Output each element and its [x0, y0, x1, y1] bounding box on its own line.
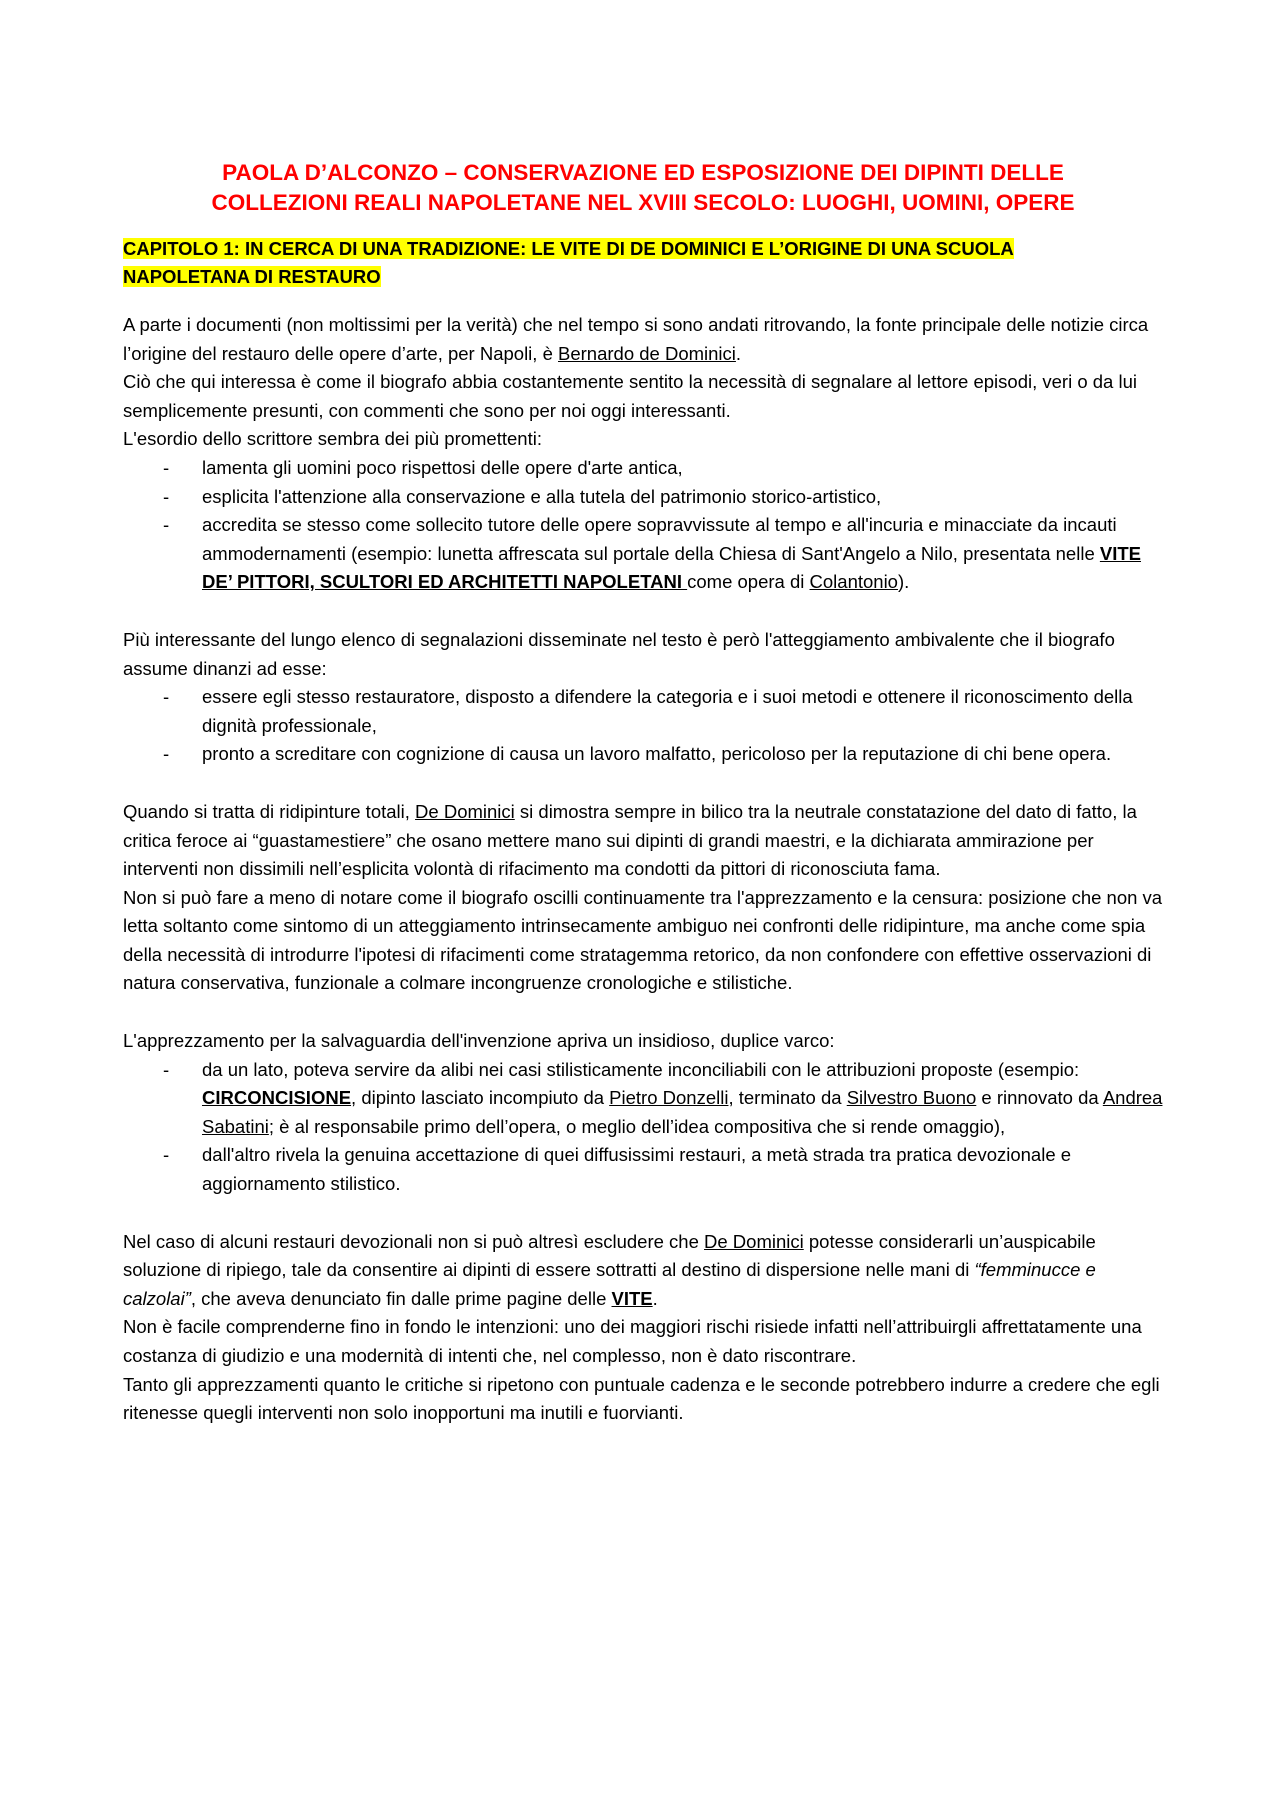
list-item-text: da un lato, poteva servire da alibi nei casi stilisticamente inconciliabili con le attribuzioni proposte (esempio:	[202, 1058, 1080, 1080]
list-item-text: , terminato da	[728, 1087, 847, 1109]
list-item	[123, 454, 1163, 483]
list-item-text: ).	[897, 571, 910, 593]
list-varco	[123, 1056, 1163, 1199]
list-item-text: come opera di	[687, 571, 810, 593]
title-line-2: COLLEZIONI REALI NAPOLETANE NEL XVIII SECOLO: LUOGHI, UOMINI, OPERE	[211, 190, 1075, 215]
paragraph-interest: Ciò che qui interessa è come il biografo abbia costantemente sentito la necessità di segnalare al lettore episodi, veri o da lui semplicemente presunti, con commenti che sono per noi oggi interessanti.	[123, 371, 1137, 421]
paragraph-text: A parte i documenti (non moltissimi per la verità) che nel tempo si sono andati ritrovando, la fonte principale delle notizie circa l’origine del restauro delle opere d’arte, per Napoli, è	[123, 314, 1149, 364]
list-item	[123, 511, 1163, 597]
list-item-text: pronto a screditare con cognizione di causa un lavoro malfatto, pericoloso per la reputazione di chi bene opera.	[202, 743, 1112, 765]
book-title-vite-short: VITE	[611, 1287, 653, 1309]
quote-femminucce: “femminucce e calzolai”	[123, 1259, 1096, 1309]
dash-bullet: -	[163, 485, 170, 507]
chapter-heading-line-1: CAPITOLO 1: IN CERCA DI UNA TRADIZIONE: LE VITE DI DE DOMINICI E L’ORIGINE DI UNA SCUOLA	[123, 238, 1014, 259]
work-title-circoncisione: CIRCONCISIONE	[202, 1087, 352, 1109]
paragraph-text: , che aveva denunciato fin dalle prime pagine delle	[190, 1287, 612, 1309]
author-link-de-dominici: De Dominici	[704, 1230, 804, 1252]
list-ambivalence	[123, 683, 1163, 769]
chapter-heading	[123, 235, 1163, 291]
paragraph-intentions: Non è facile comprenderne fino in fondo le intenzioni: uno dei maggiori rischi risiede infatti nell’attribuirgli affrettatamente una costanza di giudizio e una modernità di intenti che, nel complesso, non è dato riscontrare.	[123, 1316, 1142, 1366]
paragraph-varco: L'apprezzamento per la salvaguardia dell'invenzione apriva un insidioso, duplice varco:	[123, 1030, 835, 1052]
paragraph-esordio: L'esordio dello scrittore sembra dei più promettenti:	[123, 428, 542, 450]
paragraph-ridipinture	[123, 798, 1163, 884]
paragraph-intro	[123, 311, 1163, 368]
spacer	[123, 998, 1163, 1027]
list-item-text: essere egli stesso restauratore, disposto a difendere la categoria e i suoi metodi e ottenere il riconoscimento della dignità professionale,	[202, 686, 1133, 736]
list-item	[123, 683, 1163, 740]
list-item	[123, 740, 1163, 769]
artist-link-donzelli: Pietro Donzelli	[609, 1087, 729, 1109]
dash-bullet: -	[163, 686, 170, 708]
paragraph-text: .	[652, 1287, 658, 1309]
list-item-text: e rinnovato da	[976, 1087, 1103, 1109]
list-esordio	[123, 454, 1163, 597]
paragraph-text: .	[735, 342, 742, 364]
list-item-text: lamenta gli uomini poco rispettosi delle opere d'arte antica,	[202, 456, 683, 478]
spacer	[123, 597, 1163, 626]
spacer	[123, 769, 1163, 798]
paragraph-text: si dimostra sempre in bilico tra la neutrale constatazione del dato di fatto, la critica feroce ai “guastamestiere” che osano mettere mano sui dipinti di grandi maestri, e la dichiarata ammirazione per interventi non dissimili nell’esplicita volontà di rifacimento ma condotti da pittori di riconosciuta fama.	[123, 800, 1137, 880]
list-item-text: esplicita l'attenzione alla conservazione e alla tutela del patrimonio storico-artistico,	[202, 485, 882, 507]
spacer	[123, 1199, 1163, 1228]
artist-link-colantonio: Colantonio	[809, 571, 898, 593]
dash-bullet: -	[163, 514, 170, 536]
list-item	[123, 483, 1163, 512]
paragraph-devotional	[123, 1228, 1163, 1314]
paragraph-oscillation: Non si può fare a meno di notare come il biografo oscilli continuamente tra l'apprezzamento e la censura: posizione che non va letta soltanto come sintomo di un atteggiamento intrinsecamente ambiguo nei confronti delle ridipinture, ma anche come spia della necessità di introdurre l'ipotesi di rifacimenti come stratagemma retorico, da non confondere con effettive osservazioni di natura conservativa, funzionale a colmare incongruenze cronologiche e stilistiche.	[123, 886, 1163, 994]
author-link-de-dominici: De Dominici	[415, 800, 515, 822]
paragraph-conclusion: Tanto gli apprezzamenti quanto le critiche si ripetono con puntuale cadenza e le seconde potrebbero indurre a credere che egli ritenesse quegli interventi non solo inopportuni ma inutili e fuorvianti.	[123, 1373, 1160, 1424]
paragraph-text: potesse considerarli un’auspicabile soluzione di ripiego, tale da consentire ai dipinti di essere sottratti al destino di dispersione nelle mani di	[123, 1230, 1096, 1281]
paragraph-text: Quando si tratta di ridipinture totali,	[123, 800, 416, 822]
list-item-text: dall'altro rivela la genuina accettazione di quei diffusissimi restauri, a metà strada tra pratica devozionale e aggiornamento stilistico.	[202, 1144, 1072, 1195]
list-item-text: , dipinto lasciato incompiuto da	[351, 1087, 610, 1109]
paragraph-text: Nel caso di alcuni restauri devozionali non si può altresì escludere che	[123, 1230, 705, 1252]
author-link-bernardo: Bernardo de Dominici	[558, 342, 736, 364]
list-item-text: accredita se stesso come sollecito tutore delle opere sopravvissute al tempo e all'incuria e minacciate da incauti ammodernamenti (esempio: lunetta affrescata sul portale della Chiesa di Sant'Angelo a Nilo, presentata nelle	[202, 514, 1117, 564]
list-item	[123, 1141, 1163, 1198]
artist-link-sabatini: Andrea Sabatini	[202, 1087, 1163, 1137]
dash-bullet: -	[163, 1144, 170, 1166]
dash-bullet: -	[163, 456, 170, 478]
document-body	[123, 158, 1163, 1428]
book-title-vite: VITE DE’ PITTORI, SCULTORI ED ARCHITETTI NAPOLETANI	[202, 542, 1141, 593]
dash-bullet: -	[163, 743, 170, 765]
paragraph-ambivalence: Più interessante del lungo elenco di segnalazioni disseminate nel testo è però l'atteggiamento ambivalente che il biografo assume dinanzi ad esse:	[123, 628, 1115, 679]
title-line-1: PAOLA D’ALCONZO – CONSERVAZIONE ED ESPOSIZIONE DEI DIPINTI DELLE	[222, 160, 1064, 185]
list-item	[123, 1056, 1163, 1142]
list-item-text: ; è al responsabile primo dell’opera, o meglio dell’idea compositiva che si rende omaggio),	[268, 1115, 1006, 1137]
artist-link-buono: Silvestro Buono	[846, 1087, 977, 1109]
dash-bullet: -	[163, 1058, 170, 1080]
document-title	[123, 158, 1163, 218]
chapter-heading-line-2: NAPOLETANA DI RESTAURO	[123, 266, 381, 287]
